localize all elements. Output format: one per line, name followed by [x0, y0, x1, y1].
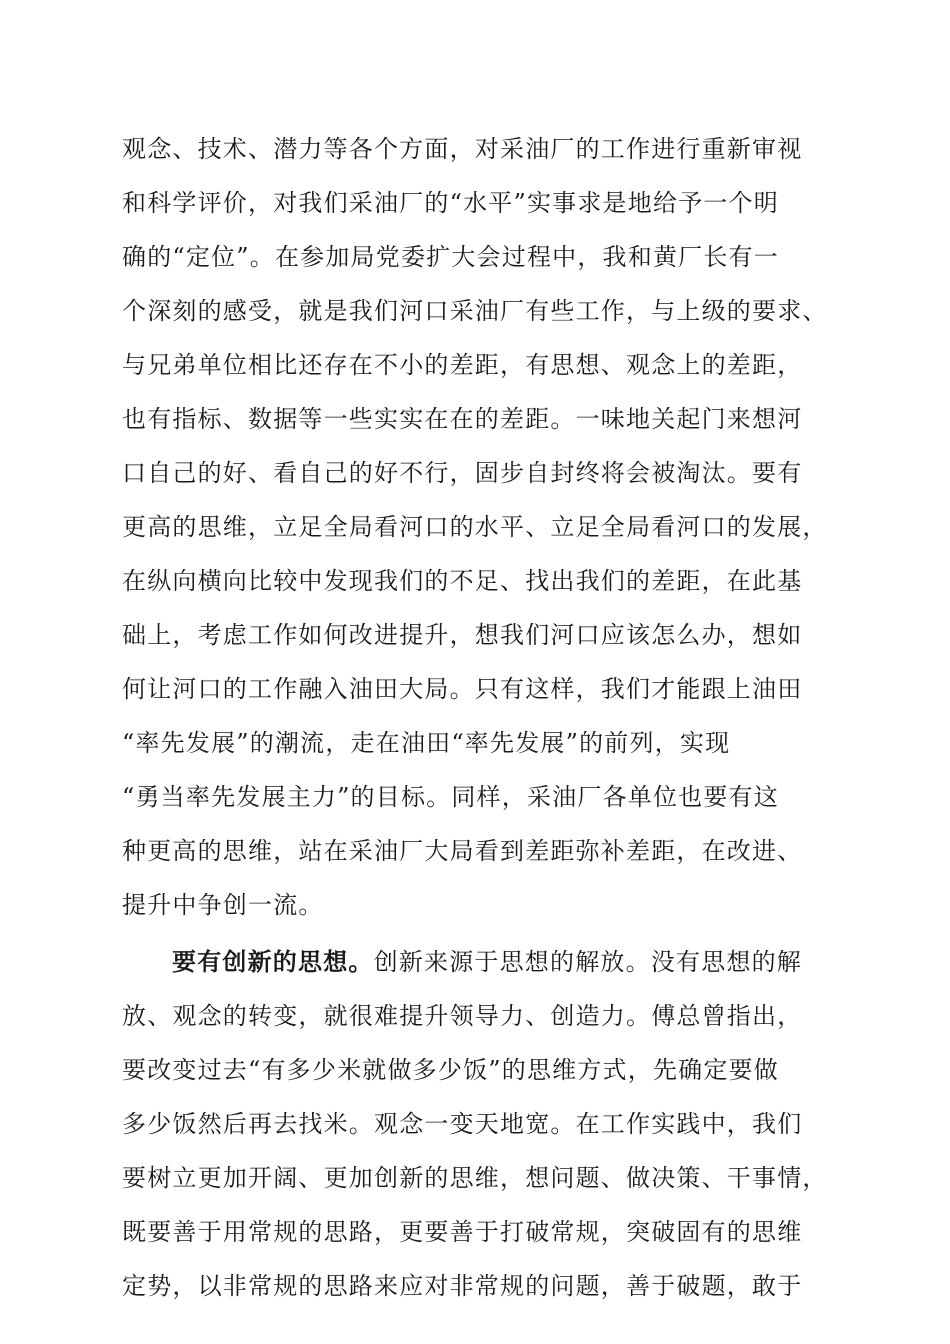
text-line: “率先发展”的潮流，走在油田“率先发展”的前列，实现	[122, 729, 731, 757]
text-line: 和科学评价，对我们采油厂的“水平”实事求是地给予一个明	[122, 189, 779, 217]
text-line: 要树立更加开阔、更加创新的思维，想问题、做决策、干事情，	[122, 1164, 828, 1192]
text-line: 础上，考虑工作如何改进提升，想我们河口应该怎么办，想如	[122, 621, 803, 649]
text-line: 要改变过去“有多少米就做多少饭”的思维方式，先确定要做	[122, 1056, 779, 1084]
text-line: 提升中争创一流。	[122, 891, 324, 919]
text-line: 何让河口的工作融入油田大局。只有这样，我们才能跟上油田	[122, 675, 803, 703]
text-line: 也有指标、数据等一些实实在在的差距。一味地关起门来想河	[122, 405, 803, 433]
paragraph-text: 创新来源于思想的解放。没有思想的解	[373, 948, 803, 976]
text-line: 定势，以非常规的思路来应对非常规的问题，善于破题，敢于	[122, 1272, 803, 1300]
text-line: 与兄弟单位相比还存在不小的差距，有思想、观念上的差距，	[122, 351, 803, 379]
text-line: 在纵向横向比较中发现我们的不足、找出我们的差距，在此基	[122, 567, 803, 595]
text-line: 既要善于用常规的思路，更要善于打破常规，突破固有的思维	[122, 1218, 803, 1246]
paragraph-first-line	[172, 946, 802, 978]
text-line: 口自己的好、看自己的好不行，固步自封终将会被淘汰。要有	[122, 459, 803, 487]
text-line: “勇当率先发展主力”的目标。同样，采油厂各单位也要有这	[122, 783, 779, 811]
paragraph-heading: 要有创新的思想。	[172, 948, 374, 976]
text-line: 更高的思维，立足全局看河口的水平、立足全局看河口的发展，	[122, 513, 828, 541]
text-line: 放、观念的转变，就很难提升领导力、创造力。傅总曾指出，	[122, 1002, 803, 1030]
text-line: 种更高的思维，站在采油厂大局看到差距弥补差距，在改进、	[122, 837, 803, 865]
text-line: 观念、技术、潜力等各个方面，对采油厂的工作进行重新审视	[122, 135, 803, 163]
text-line: 确的“定位”。在参加局党委扩大会过程中，我和黄厂长有一	[122, 243, 779, 271]
text-line: 多少饭然后再去找米。观念一变天地宽。在工作实践中，我们	[122, 1110, 803, 1138]
text-line: 个深刻的感受，就是我们河口采油厂有些工作，与上级的要求、	[122, 297, 828, 325]
